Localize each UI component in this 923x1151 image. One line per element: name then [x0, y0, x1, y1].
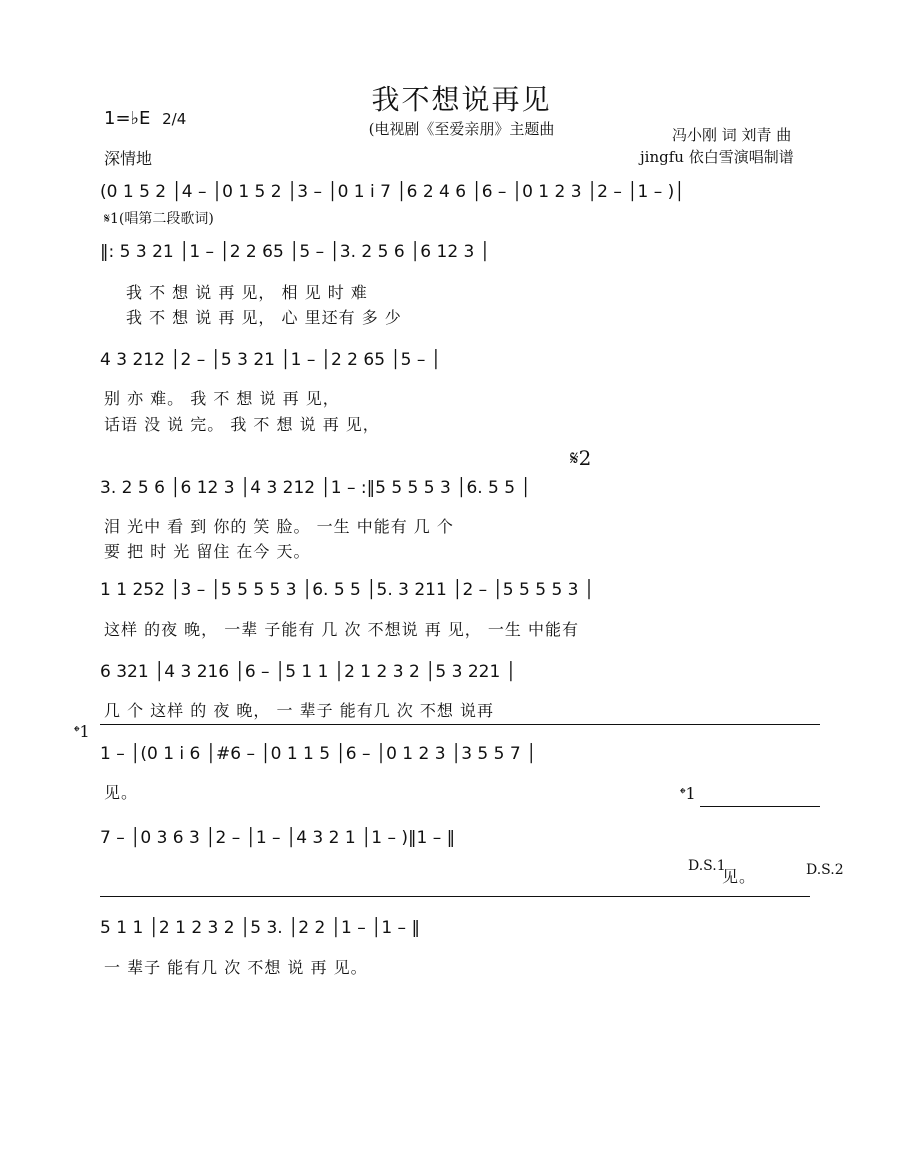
chorus-notes-row-1: 1 1 252 │3 – │5 5 5 5 3 │6. 5 5 │5. 3 211 │2 – │5 5 5 5 3 │ [100, 580, 595, 600]
verse-lyrics-row-1-line-1: 我 不 想 说 再 见， 相 见 时 难 [126, 283, 368, 302]
song-subtitle: (电视剧《至爱亲朋》主题曲 [368, 120, 555, 138]
chorus-lyrics-row-2: 几 个 这样 的 夜 晚， 一 辈子 能有几 次 不想 说再 [104, 701, 494, 720]
verse-notes-row-2: 4 3 212 │2 – │5 3 21 │1 – │2 2 65 │5 – │ [100, 350, 442, 370]
ending-lyrics-row: 一 辈子 能有几 次 不想 说 再 见。 [104, 958, 368, 977]
volta-bracket-line-1 [100, 724, 820, 725]
interlude-notes-row-1: 1 – │(0 1 i 6 │#6 – │0 1 1 5 │6 – │0 1 2 3 │3 5 5 7 │ [100, 744, 537, 764]
time-signature: 2/4 [162, 110, 187, 128]
ds-1-lyric: 见。 [722, 867, 757, 886]
ds-2-label: D.S.2 [806, 862, 844, 878]
verse-lyrics-row-3-line-2: 要 把 时 光 留住 在今 天。 [104, 542, 311, 561]
volta-bracket-line-2 [700, 806, 820, 807]
ending-bracket-line [100, 896, 810, 897]
credits-transcriber: jingfu 依白雪演唱制谱 [640, 148, 794, 166]
ending-notes-row: 5 1 1 │2 1 2 3 2 │5 3. │2 2 │1 – │1 – ‖ [100, 918, 420, 938]
verse-notes-row-1: ‖: 5 3 21 │1 – │2 2 65 │5 – │3. 2 5 6 │6 12 3 │ [100, 242, 490, 262]
song-title: 我不想说再见 [371, 83, 552, 116]
key-signature [104, 108, 186, 129]
interlude-notes-row-2: 7 – │0 3 6 3 │2 – │1 – │4 3 2 1 │1 – )‖1 – ‖ [100, 828, 456, 848]
chorus-notes-row-2: 6 321 │4 3 216 │6 – │5 1 1 │2 1 2 3 2 │5 3 221 │ [100, 662, 516, 682]
segno-1-marker: 𝄋1(唱第二段歌词) [104, 211, 214, 227]
key-value: 1=♭E [104, 108, 151, 129]
verse-notes-row-3: 3. 2 5 6 │6 12 3 │4 3 212 │1 – :‖5 5 5 5 3 │6. 5 5 │ [100, 478, 531, 498]
verse-lyrics-row-2-line-2: 话语 没 说 完。 我 不 想 说 再 见， [104, 415, 380, 434]
credits-lyricist-composer: 冯小刚 词 刘青 曲 [672, 126, 792, 144]
verse-lyrics-row-2-line-1: 别 亦 难。 我 不 想 说 再 见， [104, 389, 340, 408]
verse-lyrics-row-1-line-2: 我 不 想 说 再 见， 心 里还有 多 少 [126, 308, 402, 327]
intro-notes-row: (0 1 5 2 │4 – │0 1 5 2 │3 – │0 1 i 7 │6 2 4 6 │6 – │0 1 2 3 │2 – │1 – )│ [100, 182, 685, 202]
verse-lyrics-row-3-line-1: 泪 光中 看 到 你的 笑 脸。 一生 中能有 几 个 [104, 517, 454, 536]
coda-1-marker-second: 𝄌1 [680, 784, 696, 803]
chorus-lyrics-row-1: 这样 的夜 晚， 一辈 子能有 几 次 不想说 再 见， 一生 中能有 [104, 620, 579, 639]
coda-1-marker: 𝄌1 [74, 722, 90, 741]
interlude-lyrics-row-1: 见。 [104, 783, 139, 802]
tempo-marking: 深情地 [104, 149, 153, 168]
segno-2-marker: 𝄋2 [570, 446, 592, 470]
ds-1-label: D.S.1 [688, 858, 726, 874]
